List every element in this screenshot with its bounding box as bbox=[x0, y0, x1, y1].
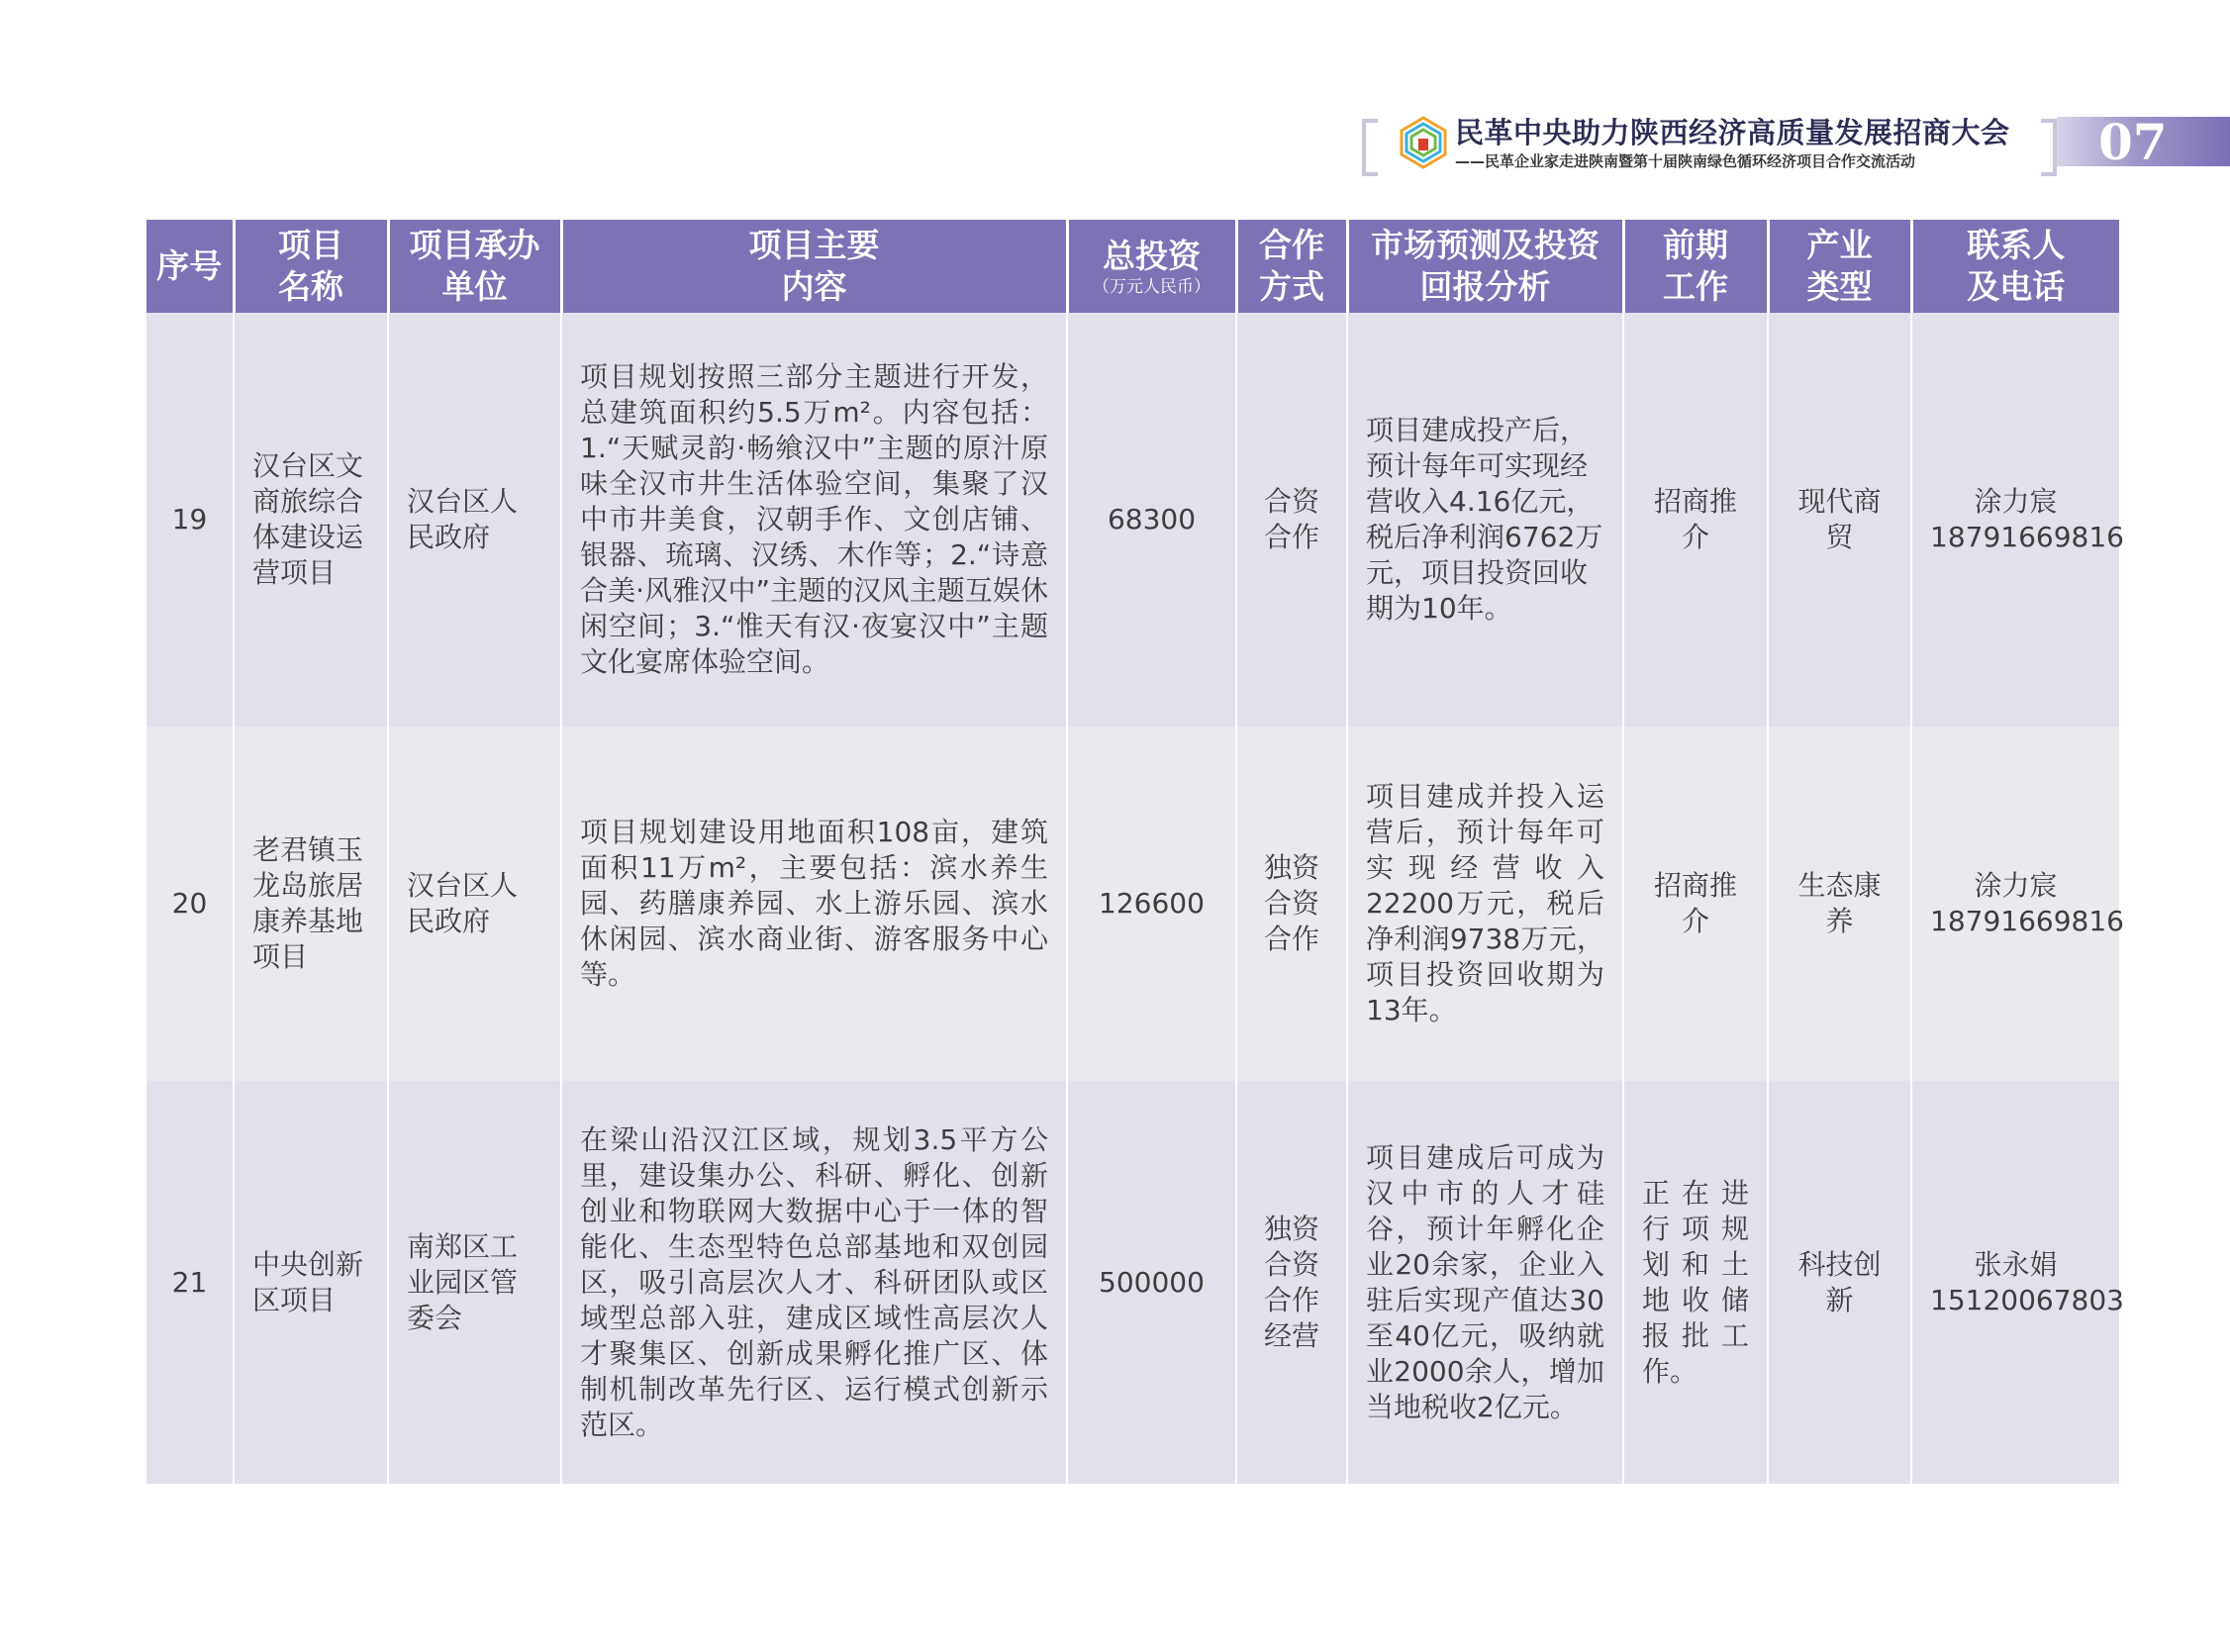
banner-subtitle: ——民革企业家走进陕南暨第十届陕南绿色循环经济项目合作交流活动 bbox=[1455, 152, 1916, 170]
table-header-row bbox=[146, 220, 2119, 313]
header-unit-label: 项目承办单位 bbox=[409, 226, 540, 306]
cell-market: 项目建成后可成为汉中市的人才硅谷，预计年孵化企业20余家，企业入驻后实现产值达30至40亿元，吸纳就业2000余人，增加当地税收2亿元。 bbox=[1347, 1081, 1623, 1484]
event-banner bbox=[1356, 111, 2230, 170]
cell-contact bbox=[1911, 727, 2124, 1081]
cell-seq: 20 bbox=[146, 727, 234, 1081]
header-investment-label: 总投资 bbox=[1103, 237, 1201, 275]
header-mode bbox=[1236, 220, 1347, 313]
cell-contact bbox=[1911, 313, 2124, 727]
header-industry bbox=[1768, 220, 1911, 313]
contact-name: 涂力宸 bbox=[1974, 485, 2058, 518]
header-investment bbox=[1067, 220, 1236, 313]
header-contact bbox=[1911, 220, 2119, 313]
cell-prep: 招商推介 bbox=[1623, 313, 1768, 727]
banner-title: 民革中央助力陕西经济高质量发展招商大会 bbox=[1455, 116, 2010, 149]
cell-mode-text: 独资合资合作 bbox=[1263, 851, 1319, 955]
cell-content: 项目规划建设用地面积108亩，建筑面积11万m²，主要包括：滨水养生园、药膳康养园、水上游乐园、滨水休闲园、滨水商业街、游客服务中心等。 bbox=[561, 727, 1067, 1081]
cell-mode bbox=[1236, 313, 1347, 727]
cell-prep: 招商推介 bbox=[1623, 727, 1768, 1081]
table-row bbox=[146, 313, 2119, 727]
project-table bbox=[146, 220, 2124, 1484]
header-content bbox=[561, 220, 1067, 313]
cell-investment: 68300 bbox=[1067, 313, 1236, 727]
cell-name: 汉台区文商旅综合体建设运营项目 bbox=[234, 313, 388, 727]
cell-mode bbox=[1236, 727, 1347, 1081]
cell-mode-text: 合资合作 bbox=[1263, 485, 1319, 553]
contact-name: 张永娟 bbox=[1974, 1247, 2058, 1281]
contact-phone: 18791669816 bbox=[1930, 521, 2124, 553]
cell-unit: 南郑区工业园区管委会 bbox=[388, 1081, 561, 1484]
header-market-label: 市场预测及投资回报分析 bbox=[1371, 226, 1600, 306]
cell-industry: 生态康养 bbox=[1768, 727, 1911, 1081]
header-content-label: 项目主要内容 bbox=[748, 226, 880, 306]
cell-content: 项目规划按照三部分主题进行开发，总建筑面积约5.5万m²。内容包括：1.“天赋灵韵·畅飨汉中”主题的原汁原味全汉市井生活体验空间，集聚了汉中市井美食，汉朝手作、文创店铺、银器、琉璃、汉绣、木作等；2.“诗意合美·风雅汉中”主题的汉风主题互娱休闲空间；3.“惟天有汉·夜宴汉中”主题文化宴席体验空间。 bbox=[561, 313, 1067, 727]
cell-investment: 500000 bbox=[1067, 1081, 1236, 1484]
cell-market: 项目建成投产后，预计每年可实现经营收入4.16亿元，税后净利润6762万元，项目投资回收期为10年。 bbox=[1347, 313, 1623, 727]
cell-industry: 科技创新 bbox=[1768, 1081, 1911, 1484]
left-bracket-decoration bbox=[1362, 119, 1378, 176]
cell-mode-text: 独资合资合作经营 bbox=[1263, 1212, 1319, 1352]
cell-seq: 19 bbox=[146, 313, 234, 727]
event-logo-icon bbox=[1396, 115, 1451, 170]
header-investment-unit: （万元人民币） bbox=[1093, 277, 1211, 297]
page-number: 07 bbox=[2098, 113, 2168, 171]
header-seq: 序号 bbox=[146, 220, 234, 313]
header-prep bbox=[1623, 220, 1768, 313]
cell-market: 项目建成并投入运营后，预计每年可实现经营收入22200万元，税后净利润9738万元，项目投资回收期为13年。 bbox=[1347, 727, 1623, 1081]
contact-phone: 18791669816 bbox=[1930, 905, 2124, 937]
cell-prep: 正在进行项规划和土地收储报批工作。 bbox=[1623, 1081, 1768, 1484]
cell-unit: 汉台区人民政府 bbox=[388, 727, 561, 1081]
cell-mode bbox=[1236, 1081, 1347, 1484]
header-contact-label: 联系人及电话 bbox=[1967, 226, 2066, 306]
header-prep-label: 前期工作 bbox=[1663, 226, 1728, 306]
cell-contact bbox=[1911, 1081, 2124, 1484]
cell-content: 在梁山沿汉江区域，规划3.5平方公里，建设集办公、科研、孵化、创新创业和物联网大数据中心于一体的智能化、生态型特色总部基地和双创园区，吸引高层次人才、科研团队或区域型总部入驻，建成区域性高层次人才聚集区、创新成果孵化推广区、体制机制改革先行区、运行模式创新示范区。 bbox=[561, 1081, 1067, 1484]
header-name-label: 项目名称 bbox=[278, 226, 343, 306]
cell-seq: 21 bbox=[146, 1081, 234, 1484]
header-unit bbox=[388, 220, 561, 313]
cell-name: 中央创新区项目 bbox=[234, 1081, 388, 1484]
contact-phone: 15120067803 bbox=[1930, 1283, 2124, 1316]
header-industry-label: 产业类型 bbox=[1806, 226, 1873, 306]
table-row bbox=[146, 1081, 2119, 1484]
contact-name: 涂力宸 bbox=[1974, 869, 2058, 902]
cell-investment: 126600 bbox=[1067, 727, 1236, 1081]
cell-industry: 现代商贸 bbox=[1768, 313, 1911, 727]
right-bracket-decoration bbox=[2041, 119, 2057, 176]
header-mode-label: 合作方式 bbox=[1259, 226, 1324, 306]
header-market bbox=[1347, 220, 1623, 313]
cell-name: 老君镇玉龙岛旅居康养基地项目 bbox=[234, 727, 388, 1081]
cell-unit: 汉台区人民政府 bbox=[388, 313, 561, 727]
table-row bbox=[146, 727, 2119, 1081]
header-name bbox=[234, 220, 388, 313]
